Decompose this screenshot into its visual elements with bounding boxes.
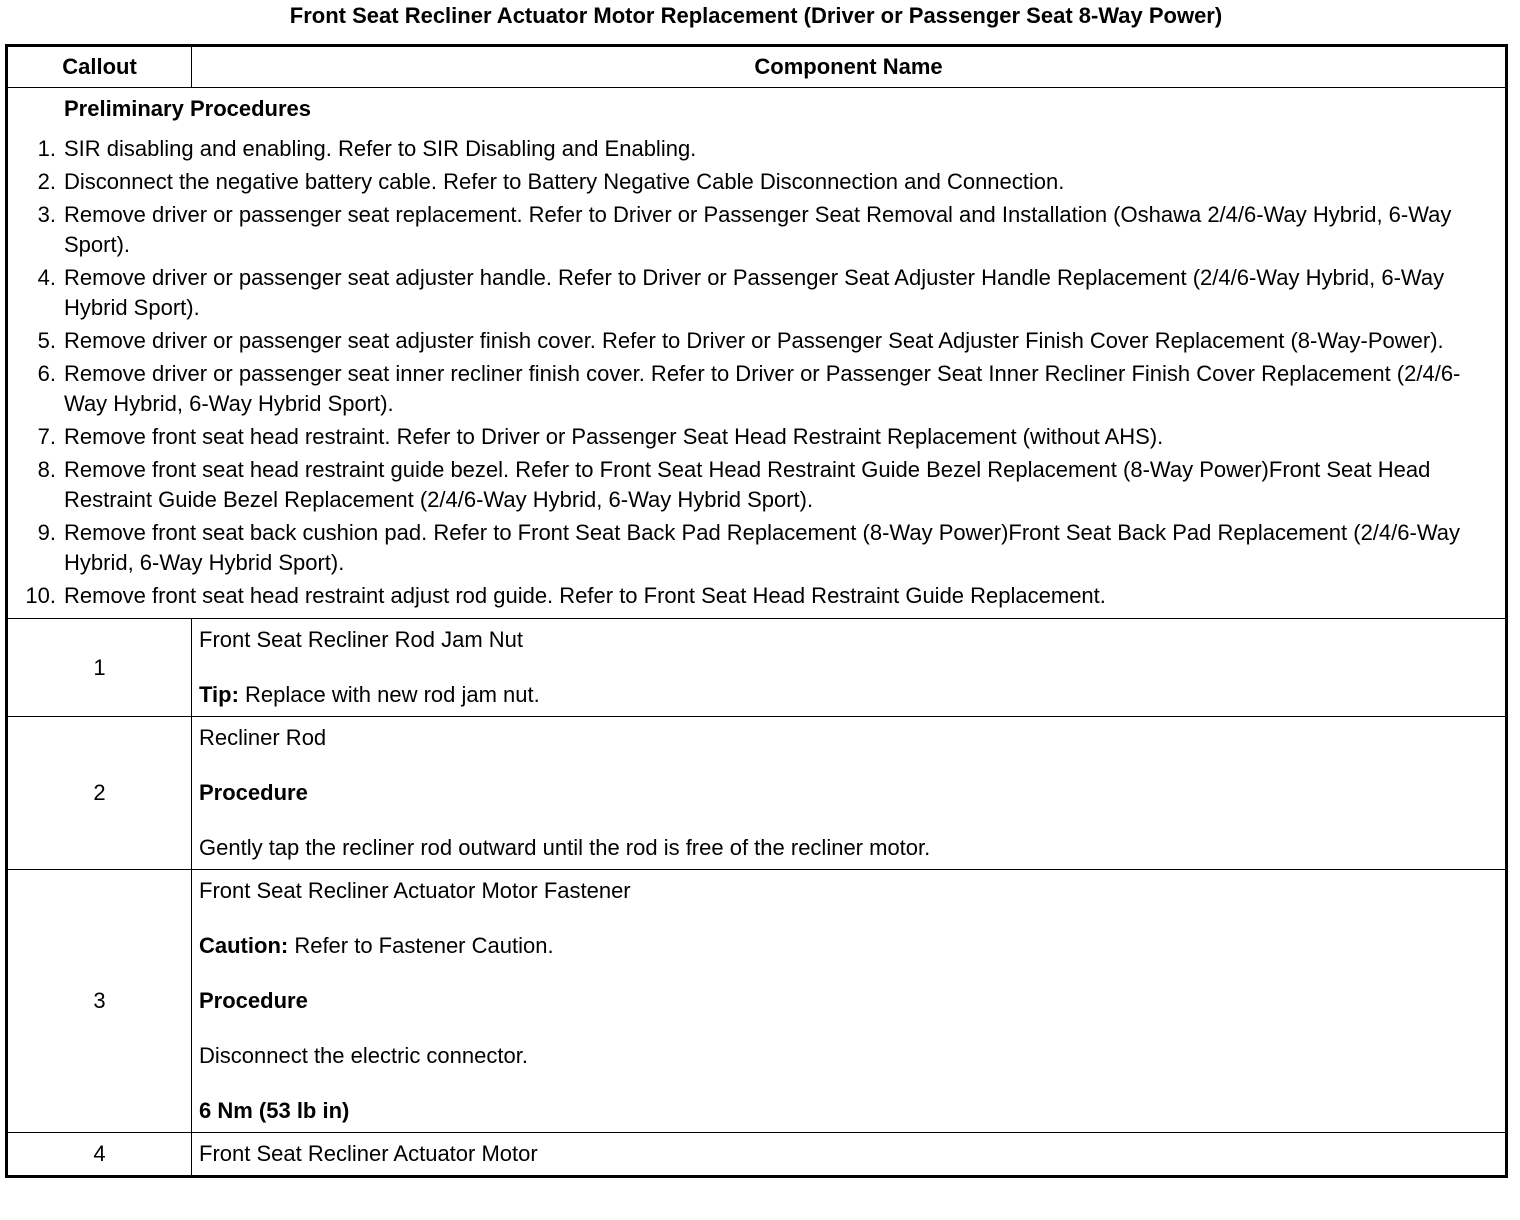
caution-label: Caution:	[199, 933, 289, 958]
callout-cell: 3	[7, 870, 192, 1133]
step-number: 2.	[37, 169, 56, 194]
tip-label: Tip:	[199, 682, 239, 707]
procedure-text: Gently tap the recliner rod outward until the rod is free of the recliner motor.	[199, 835, 931, 860]
tip-text: Replace with new rod jam nut.	[238, 682, 540, 707]
component-name: Front Seat Recliner Actuator Motor Fastener	[199, 878, 631, 903]
component-name: Front Seat Recliner Rod Jam Nut	[199, 627, 524, 652]
step-item	[8, 518, 1505, 578]
preliminary-steps-list	[8, 134, 1505, 611]
document-title: Front Seat Recliner Actuator Motor Replacement (Driver or Passenger Seat 8-Way Power)	[289, 3, 1223, 28]
header-row	[7, 46, 1507, 88]
preliminary-procedures-row	[7, 88, 1507, 619]
step-number: 3.	[37, 202, 56, 227]
step-number: 4.	[37, 265, 56, 290]
step-item	[8, 455, 1505, 515]
step-number: 6.	[37, 361, 56, 386]
step-text: Disconnect the negative battery cable. Refer to Battery Negative Cable Disconnection and Connection.	[64, 169, 1065, 194]
caution-text: Refer to Fastener Caution.	[288, 933, 554, 958]
step-item	[8, 581, 1505, 611]
step-text: Remove front seat head restraint adjust rod guide. Refer to Front Seat Head Restraint Guide Replacement.	[64, 583, 1106, 608]
component-name: Recliner Rod	[199, 725, 327, 750]
step-item	[8, 359, 1505, 419]
step-number: 8.	[37, 457, 56, 482]
step-item	[8, 200, 1505, 260]
step-text: Remove front seat head restraint. Refer to Driver or Passenger Seat Head Restraint Replacement (without AHS).	[64, 424, 1164, 449]
table-row	[7, 1133, 1507, 1177]
tip-note	[199, 680, 1497, 710]
step-text: Remove driver or passenger seat adjuster handle. Refer to Driver or Passenger Seat Adjuster Handle Replacement (2/4/6-Way Hybrid, 6-Way Hybrid Sport).	[64, 265, 1445, 320]
table-row	[7, 619, 1507, 717]
step-number: 7.	[37, 424, 56, 449]
component-cell	[192, 1133, 1507, 1177]
component-table	[5, 44, 1508, 1178]
callout-header: Callout	[7, 46, 192, 88]
procedure-heading: Procedure	[199, 780, 308, 805]
step-item	[8, 422, 1505, 452]
step-number: 1.	[37, 136, 56, 161]
caution-note	[199, 931, 1497, 961]
preliminary-procedures-cell	[7, 88, 1507, 619]
callout-cell: 4	[7, 1133, 192, 1177]
table-row	[7, 870, 1507, 1133]
component-cell	[192, 619, 1507, 717]
preliminary-procedures-title: Preliminary Procedures	[64, 96, 312, 121]
component-name: Front Seat Recliner Actuator Motor	[199, 1141, 538, 1166]
step-item	[8, 134, 1505, 164]
callout-cell: 2	[7, 717, 192, 870]
component-cell	[192, 870, 1507, 1133]
step-item	[8, 263, 1505, 323]
procedure-text: Disconnect the electric connector.	[199, 1043, 528, 1068]
step-text: Remove driver or passenger seat inner recliner finish cover. Refer to Driver or Passenger Seat Inner Recliner Finish Cover Replacement (2/4/6-Way Hybrid, 6-Way Hybrid Sport).	[64, 361, 1461, 416]
step-text: Remove driver or passenger seat replacement. Refer to Driver or Passenger Seat Removal and Installation (Oshawa 2/4/6-Way Hybrid, 6-Way Sport).	[64, 202, 1452, 257]
step-number: 10.	[25, 583, 56, 608]
step-text: Remove front seat head restraint guide bezel. Refer to Front Seat Head Restraint Guide Bezel Replacement (8-Way Power)Front Seat Head Restraint Guide Bezel Replacement (2/4/6-Way Hybrid, 6-Way Hybrid Sport).	[64, 457, 1431, 512]
step-text: Remove driver or passenger seat adjuster finish cover. Refer to Driver or Passenger Seat Adjuster Finish Cover Replacement (8-Way-Power).	[64, 328, 1444, 353]
torque-spec: 6 Nm (53 lb in)	[199, 1098, 350, 1123]
step-item	[8, 326, 1505, 356]
component-name-header: Component Name	[192, 46, 1507, 88]
step-number: 5.	[37, 328, 56, 353]
procedure-heading: Procedure	[199, 988, 308, 1013]
step-number: 9.	[37, 520, 56, 545]
step-text: Remove front seat back cushion pad. Refer to Front Seat Back Pad Replacement (8-Way Power)Front Seat Back Pad Replacement (2/4/6-Way Hybrid, 6-Way Hybrid Sport).	[64, 520, 1461, 575]
step-item	[8, 167, 1505, 197]
callout-cell: 1	[7, 619, 192, 717]
step-text: SIR disabling and enabling. Refer to SIR Disabling and Enabling.	[64, 136, 697, 161]
table-row	[7, 717, 1507, 870]
component-cell	[192, 717, 1507, 870]
